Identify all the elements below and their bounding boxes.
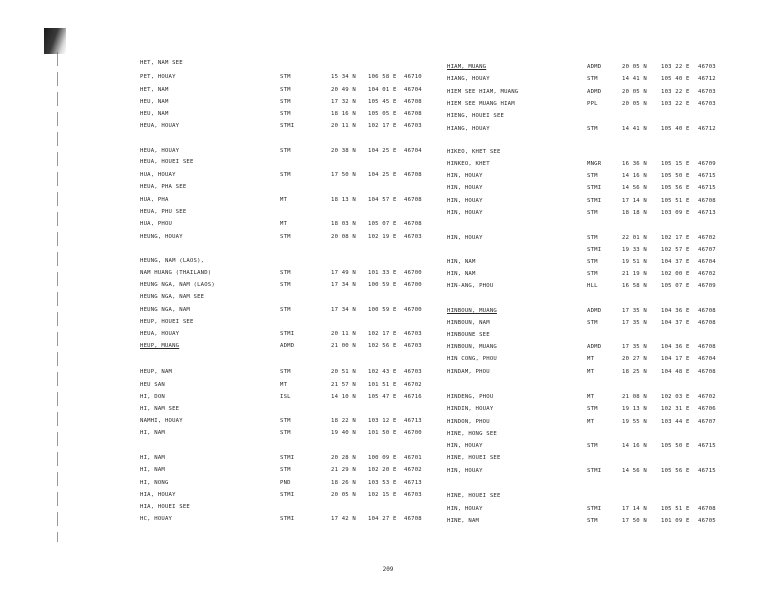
longitude: 105 05 E [368,111,397,117]
longitude: 105 56 E [661,185,690,191]
feature-type: MT [280,197,288,203]
feature-type: STM [587,443,598,449]
longitude: 102 56 E [368,343,397,349]
longitude: 102 31 E [661,406,690,412]
longitude: 104 25 E [368,172,397,178]
longitude: 101 51 E [368,382,397,388]
place-name: HIA, HOUEI SEE [140,504,190,510]
place-name: HEUA, HOUAY [140,331,180,337]
longitude: 100 59 E [368,307,397,313]
place-name: HEU SAN [140,382,165,388]
longitude: 103 44 E [661,419,690,425]
map-code: 46700 [404,282,422,288]
latitude: 21 29 N [331,467,356,473]
place-name: HIN-ANG, PHOU [447,283,494,289]
feature-type: ADMD [280,343,295,349]
longitude: 105 50 E [661,443,690,449]
feature-type: STM [280,270,291,276]
latitude: 20 05 N [331,492,356,498]
place-name: HIN, HOUAY [447,173,483,179]
map-code: 46703 [404,331,422,337]
latitude: 18 18 N [622,210,647,216]
longitude: 103 09 E [661,210,690,216]
place-name: HI, NAM [140,430,165,436]
latitude: 19 55 N [622,419,647,425]
place-name: HEUP, NAM [140,369,173,375]
map-code: 46708 [404,197,422,203]
feature-type: STM [280,74,291,80]
place-name: HUA, PHOU [140,221,173,227]
feature-type: MT [280,382,288,388]
longitude: 102 15 E [368,492,397,498]
feature-type: STMI [280,492,295,498]
longitude: 105 51 E [661,198,690,204]
map-code: 46700 [404,430,422,436]
map-code: 46708 [404,221,422,227]
feature-type: STM [587,126,598,132]
longitude: 105 51 E [661,506,690,512]
longitude: 102 19 E [368,234,397,240]
feature-type: MT [587,356,595,362]
map-code: 46703 [404,234,422,240]
binding-shadow [44,28,66,54]
feature-type: STMI [587,468,602,474]
latitude: 19 40 N [331,430,356,436]
feature-type: STMI [280,123,295,129]
feature-type: ADMD [587,308,602,314]
feature-type: ADMD [587,64,602,70]
longitude: 102 43 E [368,369,397,375]
feature-type: STMI [587,198,602,204]
feature-type: STM [587,271,598,277]
feature-type: STM [587,320,598,326]
map-code: 46700 [404,270,422,276]
longitude: 103 22 E [661,101,690,107]
latitude: 19 33 N [622,247,647,253]
feature-type: STM [280,148,291,154]
feature-type: MT [587,369,595,375]
feature-type: STM [280,172,291,178]
longitude: 104 27 E [368,516,397,522]
map-code: 46704 [698,356,716,362]
place-name: HIKEO, KHET SEE [447,149,501,155]
place-name: HEUNG, NAM (LAOS), [140,258,205,264]
map-code: 46715 [698,185,716,191]
place-name: HEUP, HOUEI SEE [140,319,194,325]
feature-type: STM [587,76,598,82]
place-name: HEUA, HOUEI SEE [140,159,194,165]
map-code: 46708 [698,198,716,204]
place-name: HEUNG NGA, NAM (LAOS) [140,282,215,288]
latitude: 17 35 N [622,344,647,350]
place-name: HEUNG NGA, NAM SEE [140,294,205,300]
map-code: 46708 [698,320,716,326]
feature-type: PND [280,480,291,486]
latitude: 14 41 N [622,76,647,82]
longitude: 102 17 E [368,123,397,129]
place-name: HINDIN, HOUAY [447,406,494,412]
longitude: 105 40 E [661,76,690,82]
longitude: 101 09 E [661,518,690,524]
feature-type: MT [280,221,288,227]
feature-type: STM [280,418,291,424]
place-name: HEUA, HOUAY [140,123,180,129]
place-name: HEUA, PHU SEE [140,209,187,215]
place-name: HIEM SEE MUANG HIAM [447,101,515,107]
map-code: 46703 [404,369,422,375]
map-code: 46712 [698,76,716,82]
latitude: 20 08 N [331,234,356,240]
place-name: HIENG, HOUEI SEE [447,113,505,119]
map-code: 46702 [698,271,716,277]
place-name: HEU, NAM [140,99,169,105]
feature-type: STMI [587,185,602,191]
feature-type: STMI [280,516,295,522]
feature-type: STM [587,173,598,179]
longitude: 105 15 E [661,161,690,167]
map-code: 46708 [404,172,422,178]
place-name: HIN, HOUAY [447,506,483,512]
map-code: 46707 [698,247,716,253]
place-name: HIN, HOUAY [447,468,483,474]
map-code: 46703 [404,123,422,129]
longitude: 102 20 E [368,467,397,473]
longitude: 104 17 E [661,356,690,362]
feature-type: STMI [587,506,602,512]
map-code: 46715 [698,443,716,449]
map-code: 46704 [698,259,716,265]
feature-type: STM [587,406,598,412]
latitude: 14 16 N [622,173,647,179]
longitude: 104 37 E [661,320,690,326]
place-name: HINBOUNE SEE [447,332,490,338]
place-name: HIN, HOUAY [447,235,483,241]
place-name: HINDENG, PHOU [447,394,494,400]
map-code: 46709 [698,283,716,289]
place-name: HINE, HOUEI SEE [447,493,501,499]
longitude: 104 25 E [368,148,397,154]
place-name: HIN, HOUAY [447,198,483,204]
longitude: 104 36 E [661,344,690,350]
place-name: HUA, HOUAY [140,172,176,178]
latitude: 20 38 N [331,148,356,154]
latitude: 21 08 N [622,394,647,400]
latitude: 20 11 N [331,123,356,129]
latitude: 18 16 N [331,111,356,117]
longitude: 104 01 E [368,87,397,93]
map-code: 46708 [698,369,716,375]
feature-type: PPL [587,101,598,107]
longitude: 102 17 E [368,331,397,337]
place-name: HEUNG NGA, NAM [140,307,190,313]
longitude: 104 36 E [661,308,690,314]
map-code: 46712 [698,126,716,132]
map-code: 46707 [698,419,716,425]
latitude: 21 57 N [331,382,356,388]
latitude: 20 05 N [622,89,647,95]
place-name: HINE, HONG SEE [447,431,497,437]
map-code: 46708 [404,516,422,522]
place-name: HINE, HOUEI SEE [447,455,501,461]
place-name: NAM HUANG (THAILAND) [140,270,212,276]
feature-type: ADMD [587,344,602,350]
latitude: 17 34 N [331,282,356,288]
latitude: 17 35 N [622,320,647,326]
feature-type: STM [280,430,291,436]
longitude: 103 22 E [661,89,690,95]
feature-type: STM [587,235,598,241]
map-code: 46710 [404,74,422,80]
latitude: 21 00 N [331,343,356,349]
longitude: 105 45 E [368,99,397,105]
feature-type: STMI [280,455,295,461]
latitude: 22 01 N [622,235,647,241]
place-name: HIN CONG, PHOU [447,356,497,362]
latitude: 20 27 N [622,356,647,362]
feature-type: STM [280,369,291,375]
place-name: HINBOUN, NAM [447,320,490,326]
map-code: 46708 [698,308,716,314]
map-code: 46715 [698,173,716,179]
longitude: 102 00 E [661,271,690,277]
map-code: 46702 [404,382,422,388]
place-name: HIN, HOUAY [447,210,483,216]
map-code: 46716 [404,394,422,400]
map-code: 46708 [698,344,716,350]
latitude: 19 13 N [622,406,647,412]
latitude: 17 50 N [622,518,647,524]
feature-type: STMI [280,331,295,337]
place-name: HI, DON [140,394,165,400]
latitude: 14 56 N [622,185,647,191]
place-name: NAMHI, HOUAY [140,418,183,424]
place-name: HINBOUN, MUANG [447,344,497,350]
feature-type: MT [587,394,595,400]
map-code: 46709 [698,161,716,167]
place-name: HINBOUN, MUANG [447,308,497,314]
latitude: 14 10 N [331,394,356,400]
latitude: 17 35 N [622,308,647,314]
place-name: HIANG, HOUAY [447,76,490,82]
place-name: HI, NAM SEE [140,406,180,412]
longitude: 101 50 E [368,430,397,436]
latitude: 20 28 N [331,455,356,461]
map-code: 46715 [698,468,716,474]
longitude: 105 56 E [661,468,690,474]
latitude: 14 16 N [622,443,647,449]
place-name: HIN, HOUAY [447,443,483,449]
feature-type: STM [280,282,291,288]
longitude: 100 59 E [368,282,397,288]
latitude: 20 11 N [331,331,356,337]
latitude: 17 14 N [622,198,647,204]
place-name: HET, NAM [140,87,169,93]
latitude: 16 58 N [622,283,647,289]
place-name: HI, NAM [140,455,165,461]
feature-type: ADMD [587,89,602,95]
latitude: 20 51 N [331,369,356,375]
longitude: 102 17 E [661,235,690,241]
map-code: 46703 [698,89,716,95]
place-name: HIN, NAM [447,259,476,265]
latitude: 17 49 N [331,270,356,276]
place-name: HINE, NAM [447,518,480,524]
longitude: 102 57 E [661,247,690,253]
latitude: 14 41 N [622,126,647,132]
latitude: 18 26 N [331,480,356,486]
latitude: 17 42 N [331,516,356,522]
place-name: HINDON, PHOU [447,419,490,425]
longitude: 100 09 E [368,455,397,461]
feature-type: STM [587,210,598,216]
place-name: HINKEO, KHET [447,161,490,167]
page-number: 209 [382,566,394,573]
map-code: 46706 [698,406,716,412]
place-name: HIN, NAM [447,271,476,277]
map-code: 46708 [404,111,422,117]
feature-type: STM [587,518,598,524]
latitude: 15 34 N [331,74,356,80]
place-name: HC, HOUAY [140,516,173,522]
latitude: 20 05 N [622,64,647,70]
map-code: 46713 [404,480,422,486]
latitude: 14 56 N [622,468,647,474]
map-code: 46702 [698,394,716,400]
map-code: 46713 [404,418,422,424]
longitude: 105 50 E [661,173,690,179]
map-code: 46708 [698,506,716,512]
map-code: 46702 [404,467,422,473]
feature-type: STM [280,307,291,313]
feature-type: MT [587,419,595,425]
latitude: 17 32 N [331,99,356,105]
latitude: 17 14 N [622,506,647,512]
longitude: 105 07 E [661,283,690,289]
longitude: 103 53 E [368,480,397,486]
map-code: 46713 [698,210,716,216]
latitude: 19 51 N [622,259,647,265]
map-code: 46702 [698,235,716,241]
map-code: 46703 [404,492,422,498]
latitude: 18 22 N [331,418,356,424]
feature-type: STM [280,99,291,105]
place-name: HI, NAM [140,467,165,473]
place-name: HUA, PHA [140,197,169,203]
longitude: 101 33 E [368,270,397,276]
map-code: 46704 [404,148,422,154]
longitude: 105 07 E [368,221,397,227]
feature-type: ISL [280,394,291,400]
longitude: 105 40 E [661,126,690,132]
place-name: HET, NAM SEE [140,60,183,66]
longitude: 105 47 E [368,394,397,400]
map-code: 46708 [404,99,422,105]
feature-type: STMI [587,247,602,253]
latitude: 18 13 N [331,197,356,203]
place-name: HEUP, MUANG [140,343,180,349]
place-name: HEU, NAM [140,111,169,117]
place-name: HIEM SEE HIAM, MUANG [447,89,519,95]
feature-type: MNGR [587,161,602,167]
margin-line [57,52,58,542]
place-name: HI, NONG [140,480,169,486]
map-code: 46700 [404,307,422,313]
feature-type: STM [280,111,291,117]
feature-type: STM [280,87,291,93]
latitude: 16 36 N [622,161,647,167]
place-name: HIAM, MUANG [447,64,487,70]
feature-type: STM [280,234,291,240]
longitude: 104 48 E [661,369,690,375]
map-code: 46703 [698,101,716,107]
longitude: 103 22 E [661,64,690,70]
place-name: HINDAM, PHOU [447,369,490,375]
place-name: HEUA, PHA SEE [140,184,187,190]
longitude: 104 37 E [661,259,690,265]
place-name: HEUA, HOUAY [140,148,180,154]
place-name: HIANG, HOUAY [447,126,490,132]
latitude: 21 19 N [622,271,647,277]
longitude: 103 12 E [368,418,397,424]
latitude: 17 34 N [331,307,356,313]
latitude: 18 25 N [622,369,647,375]
place-name: HIN, HOUAY [447,185,483,191]
map-code: 46703 [698,64,716,70]
latitude: 17 50 N [331,172,356,178]
map-code: 46701 [404,455,422,461]
place-name: HIA, HOUAY [140,492,176,498]
map-code: 46705 [698,518,716,524]
longitude: 104 57 E [368,197,397,203]
latitude: 18 03 N [331,221,356,227]
feature-type: STM [587,259,598,265]
map-code: 46704 [404,87,422,93]
latitude: 20 49 N [331,87,356,93]
place-name: HEUNG, HOUAY [140,234,183,240]
longitude: 102 03 E [661,394,690,400]
feature-type: HLL [587,283,598,289]
place-name: PET, HOUAY [140,74,176,80]
latitude: 20 05 N [622,101,647,107]
longitude: 106 58 E [368,74,397,80]
map-code: 46703 [404,343,422,349]
feature-type: STM [280,467,291,473]
